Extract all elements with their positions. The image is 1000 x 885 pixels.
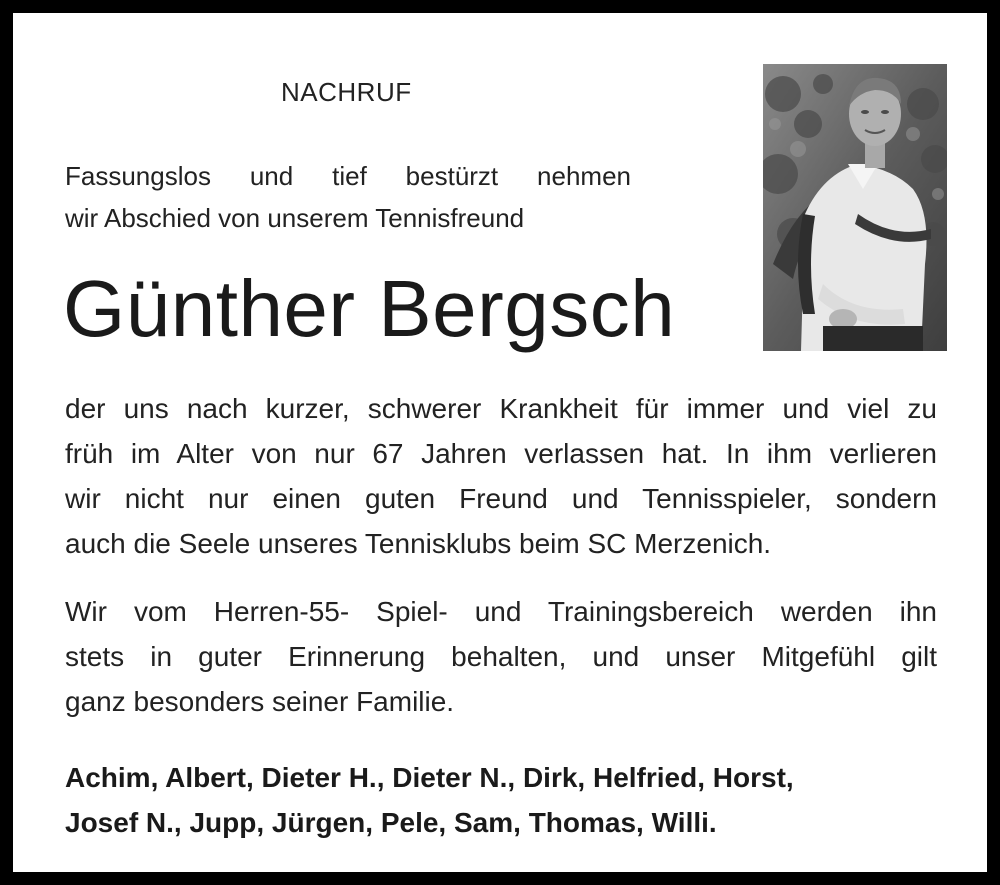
- paragraph-1-line-3: wir nicht nur einen guten Freund und Tennisspieler, sondern: [65, 483, 937, 514]
- signers-list: [65, 755, 937, 845]
- paragraph-1-line-1: der uns nach kurzer, schwerer Krankheit für immer und viel zu: [65, 393, 937, 424]
- paragraph-2-line-1: Wir vom Herren-55- Spiel- und Trainingsbereich werden ihn: [65, 596, 937, 627]
- signers-line-2: Josef N., Jupp, Jürgen, Pele, Sam, Thomas, Willi.: [65, 807, 717, 838]
- paragraph-2-line-3: ganz besonders seiner Familie.: [65, 686, 455, 717]
- deceased-name: Günther Bergsch: [63, 264, 676, 353]
- paragraph-2: [65, 589, 937, 724]
- paragraph-1: [65, 386, 937, 566]
- intro-text: [65, 155, 631, 239]
- paragraph-1-line-2: früh im Alter von nur 67 Jahren verlassen hat. In ihm verlieren: [65, 438, 937, 469]
- intro-line-1: Fassungslos und tief bestürzt nehmen: [65, 161, 631, 191]
- intro-line-2: wir Abschied von unserem Tennisfreund: [65, 203, 525, 233]
- paragraph-1-line-4: auch die Seele unseres Tennisklubs beim SC Merzenich.: [65, 528, 772, 559]
- portrait-photo: [763, 64, 947, 351]
- notice-heading: NACHRUF: [281, 77, 412, 107]
- signers-line-1: Achim, Albert, Dieter H., Dieter N., Dirk, Helfried, Horst,: [65, 762, 794, 793]
- paragraph-2-line-2: stets in guter Erinnerung behalten, und unser Mitgefühl gilt: [65, 641, 937, 672]
